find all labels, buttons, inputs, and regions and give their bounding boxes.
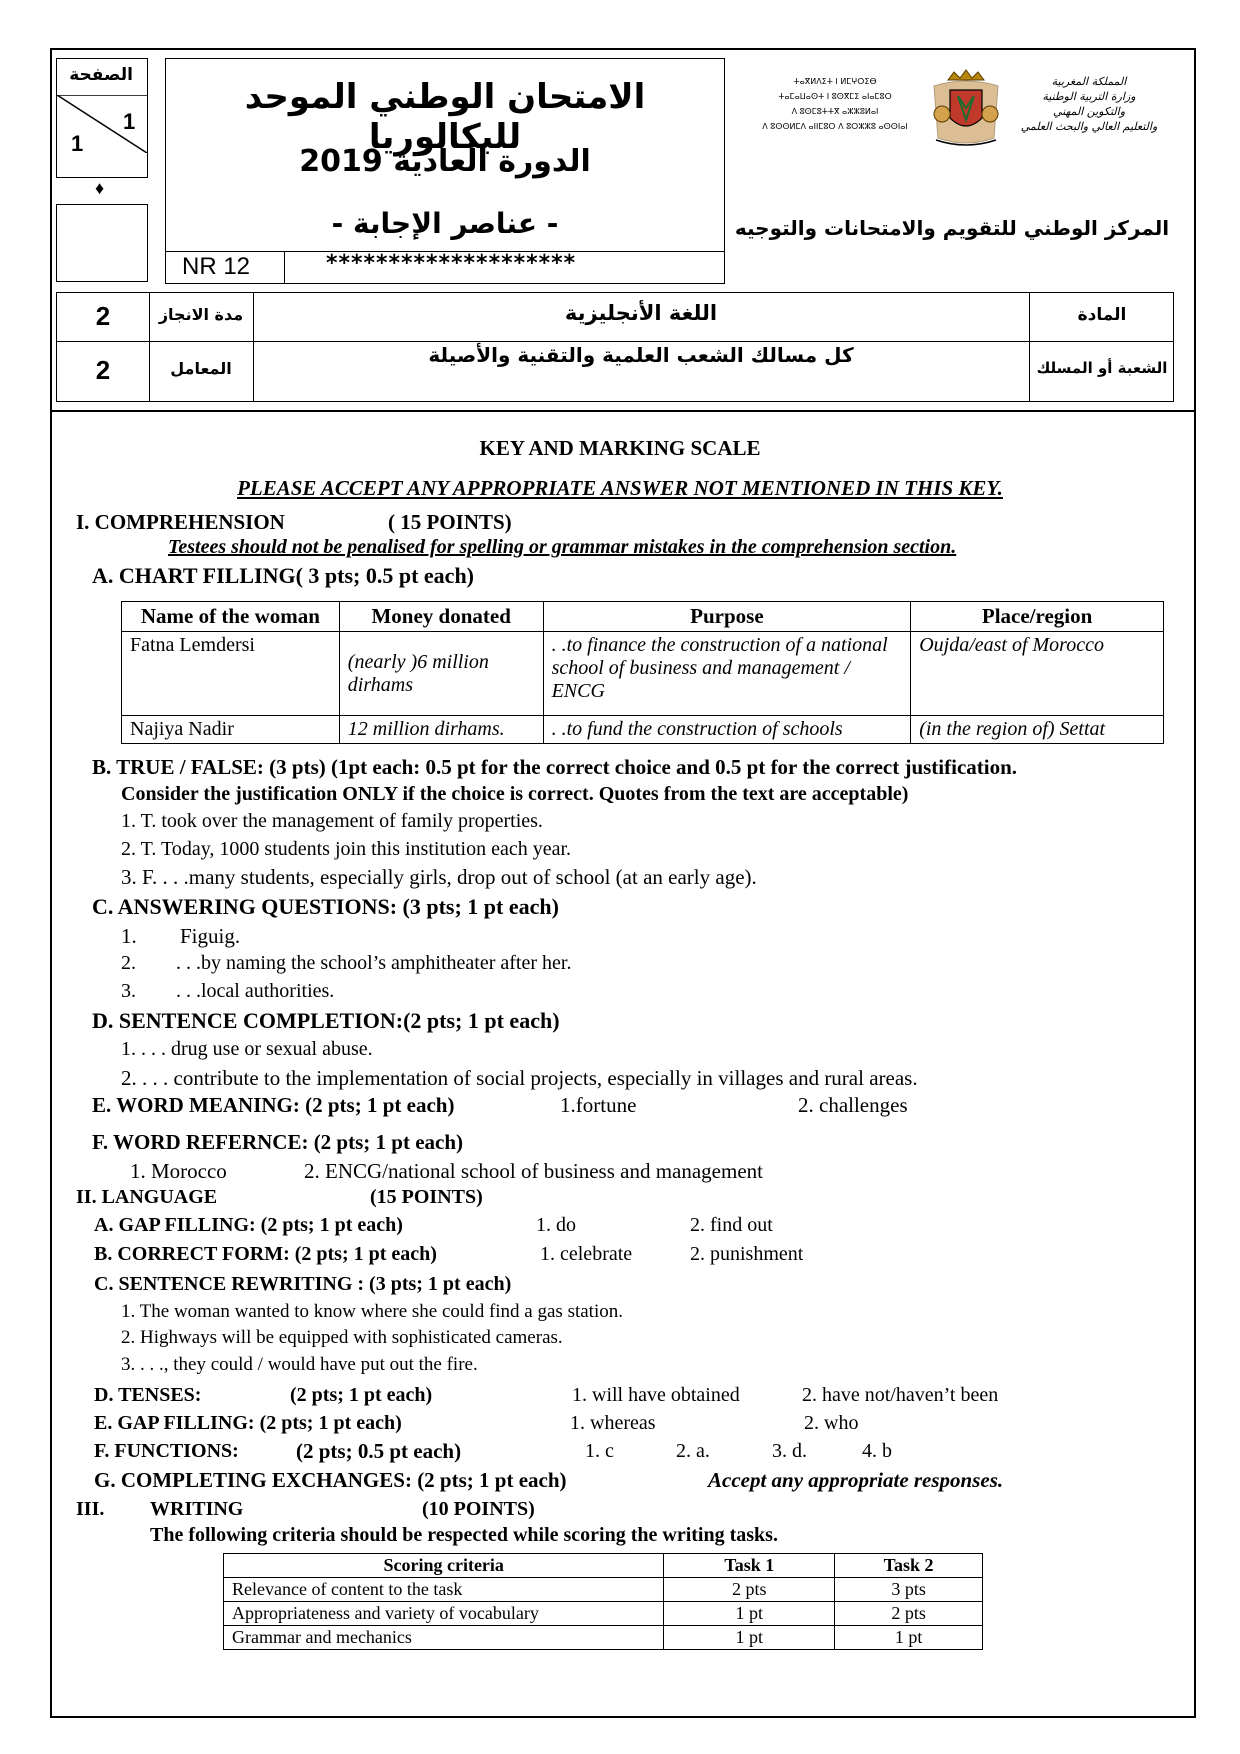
exam-title-box bbox=[165, 58, 725, 284]
gap-filling-2-answer: 2. who bbox=[804, 1412, 859, 1434]
aq-num: 2. bbox=[121, 952, 136, 974]
coef-value: 2 bbox=[95, 355, 111, 385]
center-name: المركز الوطني للتقويم والامتحانات والتوجيه bbox=[734, 216, 1170, 240]
rewriting-heading: C. SENTENCE REWRITING : (3 pts; 1 pt each) bbox=[94, 1273, 512, 1295]
writing-num: III. bbox=[76, 1498, 105, 1520]
comprehension-points: ( 15 POINTS) bbox=[388, 510, 512, 534]
chart-cell: (in the region of) Settat bbox=[911, 716, 1164, 744]
header-divider bbox=[50, 410, 1196, 412]
chart-cell: Oujda/east of Morocco bbox=[911, 632, 1164, 716]
correct-form-answer: 1. celebrate bbox=[540, 1243, 633, 1265]
scoring-cell: 1 pt bbox=[835, 1626, 983, 1650]
key-title: KEY AND MARKING SCALE bbox=[479, 436, 761, 460]
sc-heading: D. SENTENCE COMPLETION:(2 pts; 1 pt each) bbox=[92, 1008, 560, 1033]
wm-answer-1: 1.fortune bbox=[560, 1093, 637, 1117]
table-row bbox=[224, 1602, 983, 1626]
scoring-cell: Grammar and mechanics bbox=[224, 1626, 664, 1650]
tifinagh-line: ⴷ ⵓⵙⵙⵍⵎⴷ ⴰⵏⵏⵎⵓⵔ ⴷ ⵓⵔⵣⵣⵓ ⴰⵙⵙⵏⴰⵏ bbox=[762, 122, 908, 131]
code-sep bbox=[284, 251, 285, 283]
wr-answer-1: 1. Morocco bbox=[130, 1159, 227, 1183]
aq-text: Figuig. bbox=[180, 924, 241, 948]
chart-header-row bbox=[122, 602, 1164, 632]
tf-heading-2: Consider the justification ONLY if the choice is correct. Quotes from the text are acceptable) bbox=[121, 783, 909, 805]
writing-heading: WRITING bbox=[150, 1498, 244, 1520]
functions-heading: F. FUNCTIONS: bbox=[94, 1440, 239, 1462]
chart-header: Purpose bbox=[543, 602, 911, 632]
scoring-cell: 1 pt bbox=[664, 1602, 835, 1626]
correct-form-heading: B. CORRECT FORM: (2 pts; 1 pt each) bbox=[94, 1243, 437, 1265]
tf-item: 2. T. Today, 1000 students join this institution each year. bbox=[121, 838, 572, 860]
ministry-line: المملكة المغربية bbox=[1051, 75, 1127, 88]
scoring-cell: Relevance of content to the task bbox=[224, 1578, 664, 1602]
scoring-cell: 3 pts bbox=[835, 1578, 983, 1602]
comprehension-heading: I. COMPREHENSION bbox=[76, 510, 285, 534]
scoring-cell: 1 pt bbox=[664, 1626, 835, 1650]
exam-session: الدورة العادية 2019 bbox=[299, 144, 591, 179]
gap-filling-2-heading: E. GAP FILLING: (2 pts; 1 pt each) bbox=[94, 1412, 402, 1434]
correct-form-answer: 2. punishment bbox=[690, 1243, 804, 1265]
blank-box bbox=[56, 204, 148, 282]
chart-cell: Najiya Nadir bbox=[122, 716, 340, 744]
functions-answer: 4. b bbox=[862, 1440, 892, 1462]
tenses-answer: 2. have not/haven’t been bbox=[802, 1384, 999, 1406]
chart-header: Place/region bbox=[911, 602, 1164, 632]
exchanges-heading: G. COMPLETING EXCHANGES: (2 pts; 1 pt each) bbox=[94, 1468, 567, 1492]
doc-type: - عناصر الإجابة - bbox=[331, 207, 559, 240]
scoring-header: Scoring criteria bbox=[224, 1554, 664, 1578]
scoring-cell: 2 pts bbox=[835, 1602, 983, 1626]
tenses-heading: D. TENSES: bbox=[94, 1384, 202, 1406]
scoring-header: Task 2 bbox=[835, 1554, 983, 1578]
chart-heading: A. CHART FILLING( 3 pts; 0.5 pt each) bbox=[92, 563, 475, 588]
page-total: 1 bbox=[71, 131, 84, 156]
duration-label: مدة الانجاز bbox=[158, 305, 244, 324]
tifinagh-line: ⵜⴰⴳⵍⴷⵉⵜ ⵏ ⵍⵎⵖⵔⵉⴱ bbox=[793, 77, 877, 86]
table-row bbox=[122, 716, 1164, 744]
aq-heading: C. ANSWERING QUESTIONS: (3 pts; 1 pt each) bbox=[92, 894, 559, 919]
functions-answer: 3. d. bbox=[772, 1440, 807, 1462]
branch-name: كل مسالك الشعب العلمية والتقنية والأصيلة bbox=[428, 343, 854, 367]
tifinagh-line: ⴷ ⵓⵙⵎⵓⵜⵜⴳ ⴰⵣⵣⵓⵍⴰⵏ bbox=[791, 107, 879, 116]
ministry-line: والتعليم العالي والبحث العلمي bbox=[1020, 120, 1158, 133]
ministry-line: وزارة التربية الوطنية bbox=[1042, 90, 1136, 103]
exam-code: NR 12 bbox=[182, 253, 251, 280]
language-points: (15 POINTS) bbox=[370, 1186, 483, 1208]
aq-num: 3. bbox=[121, 980, 136, 1002]
tf-heading: B. TRUE / FALSE: (3 pts) (1pt each: 0.5 pt for the correct choice and 0.5 pt for the correct justification. bbox=[92, 755, 1018, 779]
functions-answer: 1. c bbox=[585, 1440, 614, 1462]
tifinagh-line: ⵜⴰⵎⴰⵡⴰⵙⵜ ⵏ ⵓⵙⴳⵎⵉ ⴰⵏⴰⵎⵓⵔ bbox=[778, 92, 892, 101]
aq-text: . . .local authorities. bbox=[176, 980, 335, 1002]
writing-points: (10 POINTS) bbox=[422, 1498, 535, 1520]
gap-filling-answer: 1. do bbox=[536, 1214, 576, 1236]
wr-answer-2: 2. ENCG/national school of business and management bbox=[304, 1159, 763, 1183]
accept-note: PLEASE ACCEPT ANY APPROPRIATE ANSWER NOT MENTIONED IN THIS KEY. bbox=[237, 476, 1003, 500]
functions-points: (2 pts; 0.5 pt each) bbox=[296, 1439, 462, 1463]
chart-cell: Fatna Lemdersi bbox=[122, 632, 340, 716]
scoring-header: Task 1 bbox=[664, 1554, 835, 1578]
chart-table bbox=[121, 601, 1164, 744]
scoring-table bbox=[223, 1553, 983, 1650]
tf-item: 3. F. . . .many students, especially girls, drop out of school (at an early age). bbox=[121, 865, 757, 889]
scoring-cell: 2 pts bbox=[664, 1578, 835, 1602]
comprehension-note: Testees should not be penalised for spelling or grammar mistakes in the comprehension section. bbox=[168, 536, 957, 558]
table-row bbox=[224, 1626, 983, 1650]
functions-answer: 2. a. bbox=[676, 1440, 710, 1462]
subject-grid bbox=[56, 292, 1174, 402]
scoring-cell: Appropriateness and variety of vocabulary bbox=[224, 1602, 664, 1626]
writing-criteria-note: The following criteria should be respected while scoring the writing tasks. bbox=[150, 1524, 778, 1546]
gap-filling-2-answer: 1. whereas bbox=[570, 1412, 656, 1434]
sc-item: 2. . . . contribute to the implementation of social projects, especially in villages and rural areas. bbox=[121, 1066, 918, 1090]
exchanges-note: Accept any appropriate responses. bbox=[708, 1468, 1004, 1492]
tenses-answer: 1. will have obtained bbox=[572, 1384, 740, 1406]
gap-filling-answer: 2. find out bbox=[690, 1214, 773, 1236]
duration-value: 2 bbox=[95, 301, 111, 331]
tf-item: 1. T. took over the management of family properties. bbox=[121, 810, 543, 832]
chart-cell: . .to fund the construction of schools bbox=[543, 716, 911, 744]
exam-title: الامتحان الوطني الموحد للبكالوريا bbox=[244, 77, 646, 157]
subject-label: المادة bbox=[1077, 305, 1127, 325]
rewriting-item: 3. . . ., they could / would have put out the fire. bbox=[121, 1354, 478, 1375]
sc-item: 1. . . . drug use or sexual abuse. bbox=[121, 1038, 373, 1060]
table-row bbox=[122, 632, 1164, 716]
chart-cell: (nearly )6 million dirhams bbox=[339, 632, 543, 716]
page-number-box bbox=[56, 58, 148, 178]
chart-cell: 12 million dirhams. bbox=[339, 716, 543, 744]
stars-line: ******************** bbox=[326, 251, 577, 276]
chart-cell: . .to finance the construction of a national school of business and management / ENCG bbox=[543, 632, 911, 716]
tifinagh-block bbox=[745, 74, 925, 134]
rewriting-item: 2. Highways will be equipped with sophisticated cameras. bbox=[121, 1327, 563, 1348]
gap-filling-heading: A. GAP FILLING: (2 pts; 1 pt each) bbox=[94, 1214, 403, 1236]
branch-label: الشعبة أو المسلك bbox=[1036, 359, 1168, 377]
chart-header: Money donated bbox=[339, 602, 543, 632]
page-label: الصفحة bbox=[69, 65, 133, 85]
subject-name: اللغة الأنجليزية bbox=[564, 301, 718, 325]
ministry-line: والتكوين المهني bbox=[1052, 105, 1126, 118]
diamond-icon: ♦ bbox=[95, 178, 105, 198]
wr-heading: F. WORD REFERNCE: (2 pts; 1 pt each) bbox=[92, 1130, 464, 1154]
coat-of-arms-icon bbox=[928, 68, 1004, 150]
page-num: 1 bbox=[123, 109, 136, 134]
rewriting-item: 1. The woman wanted to know where she could find a gas station. bbox=[121, 1301, 623, 1322]
aq-num: 1. bbox=[121, 924, 137, 948]
coef-label: المعامل bbox=[170, 359, 232, 378]
wm-heading: E. WORD MEANING: (2 pts; 1 pt each) bbox=[92, 1093, 455, 1117]
language-heading: II. LANGUAGE bbox=[76, 1186, 218, 1208]
ministry-block bbox=[1004, 74, 1174, 134]
wm-answer-2: 2. challenges bbox=[798, 1093, 908, 1117]
chart-header: Name of the woman bbox=[122, 602, 340, 632]
tenses-points: (2 pts; 1 pt each) bbox=[290, 1384, 433, 1406]
scoring-header-row bbox=[224, 1554, 983, 1578]
table-row bbox=[224, 1578, 983, 1602]
aq-text: . . .by naming the school’s amphitheater after her. bbox=[176, 952, 572, 974]
